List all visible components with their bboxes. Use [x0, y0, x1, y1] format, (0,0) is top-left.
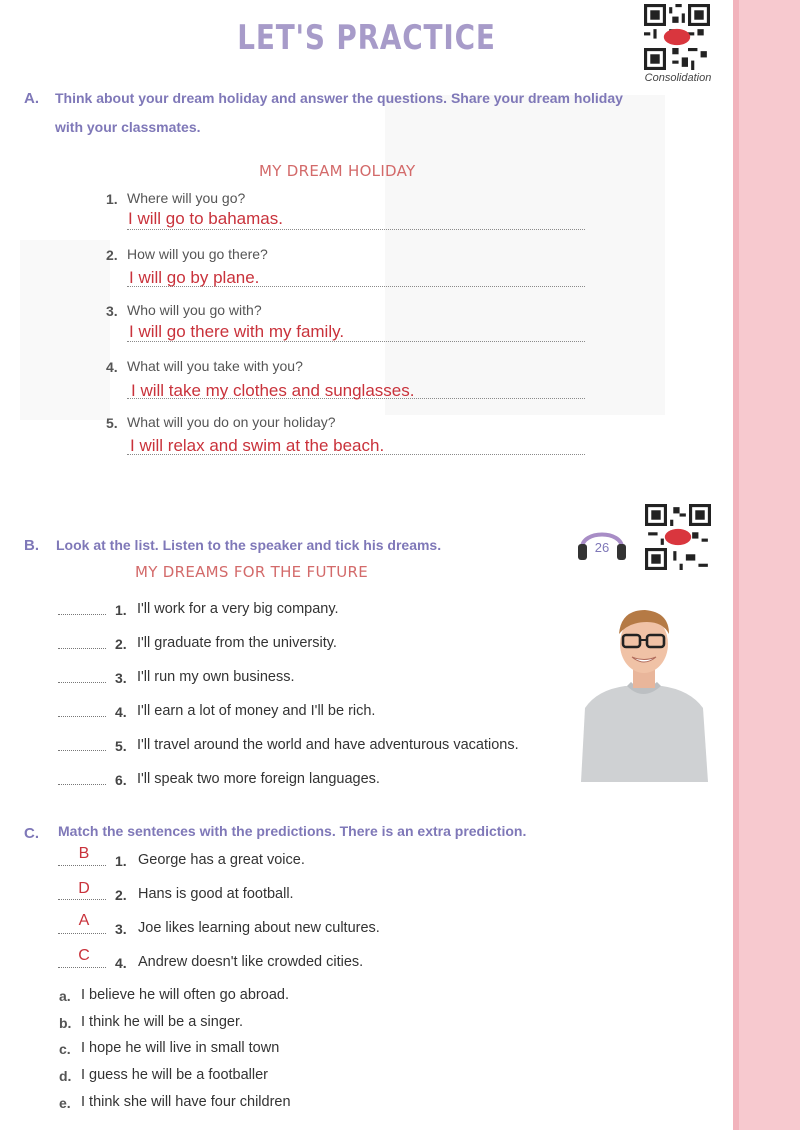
- page-title: LET'S PRACTICE: [237, 18, 496, 58]
- prediction-letter: e.: [59, 1095, 71, 1111]
- scan-shadow: [20, 240, 110, 420]
- item-number: 1.: [115, 853, 127, 869]
- answer-text: I will go to bahamas.: [128, 209, 283, 228]
- prediction-letter: a.: [59, 988, 71, 1004]
- match-answer: C: [78, 947, 90, 964]
- qr-caption: Consolidation: [644, 72, 712, 84]
- item-number: 3.: [115, 921, 127, 937]
- qr-code-consolidation[interactable]: [644, 4, 710, 70]
- sentence-text: Joe likes learning about new cultures.: [138, 920, 380, 936]
- qr-code-icon: [645, 504, 711, 570]
- question-number: 3.: [106, 303, 118, 319]
- item-number: 4.: [115, 704, 127, 720]
- section-c-letter: C.: [24, 825, 39, 842]
- match-blank[interactable]: [58, 933, 106, 934]
- item-number: 6.: [115, 772, 127, 788]
- question-text: Who will you go with?: [127, 302, 262, 318]
- prediction-text: I believe he will often go abroad.: [81, 987, 289, 1003]
- answer-text: I will go by plane.: [129, 268, 260, 287]
- item-number: 1.: [115, 602, 127, 618]
- tick-blank[interactable]: [58, 682, 106, 683]
- answer-text: I will relax and swim at the beach.: [130, 436, 385, 455]
- dream-item: I'll travel around the world and have adventurous vacations.: [137, 737, 519, 753]
- prediction-text: I think he will be a singer.: [81, 1014, 244, 1030]
- audio-track[interactable]: [576, 520, 628, 564]
- section-b-subheading: MY DREAMS FOR THE FUTURE: [135, 563, 368, 581]
- section-a-subheading: MY DREAM HOLIDAY: [259, 162, 416, 180]
- section-b-letter: B.: [24, 537, 39, 554]
- section-a-letter: A.: [24, 90, 39, 107]
- question-text: What will you do on your holiday?: [127, 414, 336, 430]
- tick-blank[interactable]: [58, 648, 106, 649]
- scan-shadow: [385, 95, 665, 415]
- question-number: 1.: [106, 191, 118, 207]
- section-b-instruction: Look at the list. Listen to the speaker and tick his dreams.: [56, 537, 442, 553]
- dream-item: I'll graduate from the university.: [137, 635, 337, 651]
- answer-text: I will take my clothes and sunglasses.: [131, 381, 415, 400]
- match-blank[interactable]: [58, 865, 106, 866]
- item-number: 5.: [115, 738, 127, 754]
- qr-code-icon: [644, 4, 710, 70]
- question-text: How will you go there?: [127, 246, 268, 262]
- dream-item: I'll work for a very big company.: [137, 601, 339, 617]
- qr-code-audio[interactable]: [645, 504, 711, 570]
- item-number: 4.: [115, 955, 127, 971]
- answer-text: I will go there with my family.: [129, 322, 345, 341]
- question-number: 2.: [106, 247, 118, 263]
- page-edge-strip: [733, 0, 800, 1130]
- prediction-text: I guess he will be a footballer: [81, 1067, 268, 1083]
- question-text: What will you take with you?: [127, 358, 303, 374]
- tick-blank[interactable]: [58, 750, 106, 751]
- sentence-text: George has a great voice.: [138, 852, 305, 868]
- boy-photo: [577, 604, 710, 782]
- section-a-instruction-line1: Think about your dream holiday and answer the questions. Share your dream holiday: [55, 90, 623, 106]
- answer-line[interactable]: [127, 229, 585, 230]
- section-c-instruction: Match the sentences with the predictions. There is an extra prediction.: [58, 823, 527, 839]
- question-number: 4.: [106, 359, 118, 375]
- item-number: 2.: [115, 636, 127, 652]
- dream-item: I'll run my own business.: [137, 669, 295, 685]
- match-answer: A: [78, 912, 90, 929]
- dream-item: I'll speak two more foreign languages.: [137, 771, 380, 787]
- item-number: 2.: [115, 887, 127, 903]
- match-blank[interactable]: [58, 899, 106, 900]
- prediction-text: I hope he will live in small town: [81, 1040, 280, 1056]
- match-answer: D: [78, 880, 90, 897]
- item-number: 3.: [115, 670, 127, 686]
- question-text: Where will you go?: [127, 190, 246, 206]
- sentence-text: Hans is good at football.: [138, 886, 294, 902]
- section-a-instruction-line2: with your classmates.: [55, 119, 201, 135]
- prediction-letter: d.: [59, 1068, 72, 1084]
- tick-blank[interactable]: [58, 614, 106, 615]
- prediction-letter: b.: [59, 1015, 72, 1031]
- match-answer: B: [78, 845, 90, 862]
- sentence-text: Andrew doesn't like crowded cities.: [138, 954, 364, 970]
- question-number: 5.: [106, 415, 118, 431]
- tick-blank[interactable]: [58, 784, 106, 785]
- match-blank[interactable]: [58, 967, 106, 968]
- smiling-boy-image: [577, 604, 710, 782]
- audio-track-number: 26: [594, 540, 610, 555]
- dream-item: I'll earn a lot of money and I'll be rich.: [137, 703, 376, 719]
- tick-blank[interactable]: [58, 716, 106, 717]
- prediction-letter: c.: [59, 1041, 71, 1057]
- prediction-text: I think she will have four children: [81, 1094, 291, 1110]
